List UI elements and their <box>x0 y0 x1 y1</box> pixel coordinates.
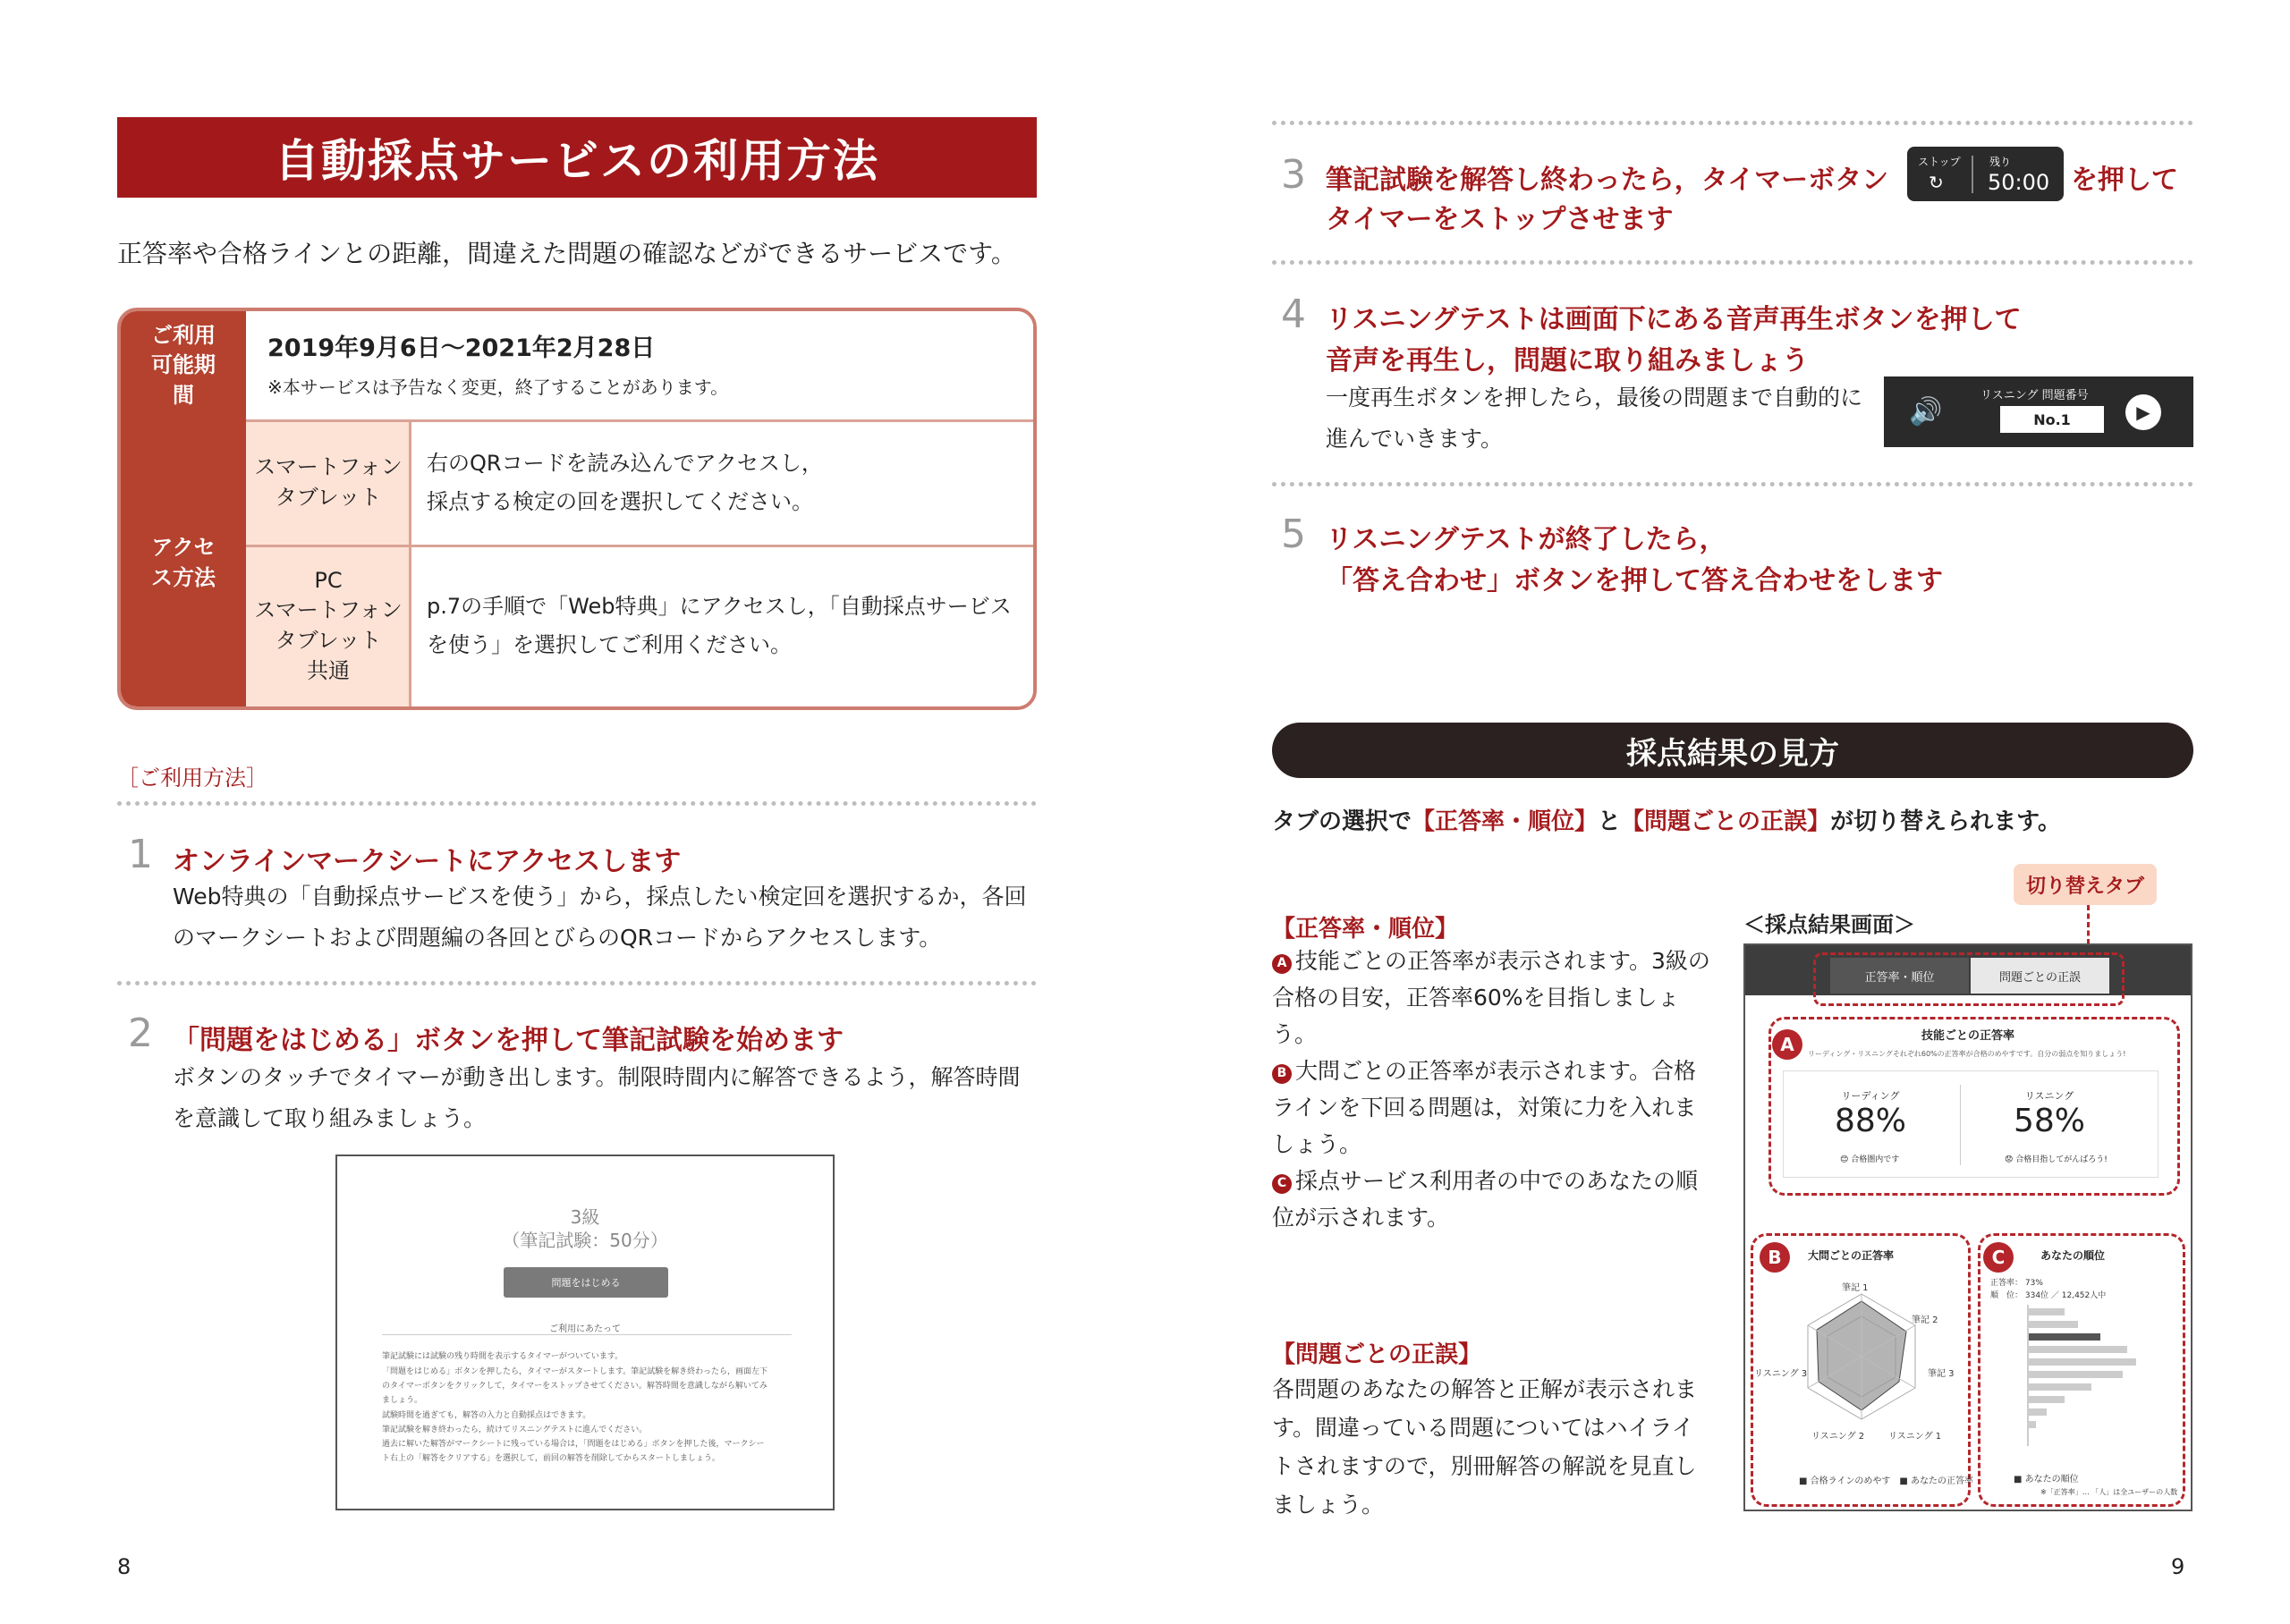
period-value <box>246 311 1037 420</box>
step-2-title: 「問題をはじめる」ボタンを押して筆記試験を始めます <box>173 1025 844 1056</box>
radar-label: リスニング 3 <box>1754 1369 1808 1379</box>
service-info-table <box>117 308 1037 710</box>
mark-b-icon: B <box>1272 1064 1292 1084</box>
page-number-left: 8 <box>117 1554 131 1579</box>
mark-c-icon: C <box>1983 1242 2014 1273</box>
smile-icon: 😊 <box>1840 1155 1849 1164</box>
result-caption: ＜採点結果画面＞ <box>1743 912 1915 937</box>
notice-line: のタイマーボタンをクリックして，タイマーをストップさせてください。解答時間を意識しながら解いてみ <box>382 1382 768 1391</box>
access-label: アクセス方法 <box>121 420 246 706</box>
step-5-number: 5 <box>1281 512 1306 557</box>
reading-value: 88% <box>1834 1103 1906 1139</box>
listening-player <box>1884 376 2193 447</box>
rank-histogram <box>2001 1303 2162 1455</box>
intro-text: 正答率や合格ラインとの距離，間違えた問題の確認などができるサービスです。 <box>117 239 1016 268</box>
period-date: 2019年9月6日〜2021年2月28日 <box>267 334 656 363</box>
notice-line: ましょう。 <box>382 1396 423 1405</box>
period-label: ご利用可能期間 <box>121 311 246 420</box>
timer-button[interactable] <box>1907 147 2064 201</box>
usage-label: ［ご利用方法］ <box>117 765 267 791</box>
step-3-title-1: 筆記試験を解答し終わったら，タイマーボタン <box>1326 165 1889 196</box>
step-2-number: 2 <box>128 1011 153 1056</box>
device-common: PC スマートフォン タブレット 共通 <box>246 546 411 706</box>
per-question-heading: 【問題ごとの正誤】 <box>1272 1341 1482 1368</box>
speaker-icon: 🔊 <box>1909 396 1943 427</box>
tab-per-question[interactable]: 問題ごとの正誤 <box>1971 958 2109 994</box>
timer-stop-label: ストップ <box>1918 156 1961 168</box>
radar-label: 筆記 3 <box>1928 1369 1955 1379</box>
step-1-number: 1 <box>128 832 153 877</box>
step-4-title-1: リスニングテストは画面下にある音声再生ボタンを押して <box>1326 304 2022 335</box>
accuracy-item-a: A 技能ごとの正答率が表示されます。3級の合格の目安，正答率60%を目指しましょう。 <box>1272 948 1710 1047</box>
radar-label: 筆記 1 <box>1842 1283 1869 1293</box>
mark-a-icon: A <box>1772 1029 1802 1060</box>
c-rate: 正答率： 73% <box>1990 1279 2043 1288</box>
a-note: リーディング・リスニングそれぞれ60%の正答率が合格のめやすです。自分の弱点を知りましょう! <box>1808 1050 2126 1058</box>
result-screen-mockup <box>1743 943 2192 1511</box>
sad-icon: 😟 <box>2005 1155 2014 1164</box>
listening-label: リスニング 問題番号 <box>1980 389 2089 402</box>
reading-comment: 😊 合格圏内です <box>1840 1155 1900 1164</box>
listening-value: 58% <box>2013 1103 2085 1139</box>
access-text-qr: 右のQRコードを読み込んでアクセスし， 採点する検定の回を選択してください。 <box>411 420 1037 546</box>
c-legend: ■ あなたの順位 <box>2014 1475 2079 1484</box>
period-note: ※本サービスは予告なく変更，終了することがあります。 <box>267 376 729 398</box>
start-button[interactable]: 問題をはじめる <box>504 1267 668 1298</box>
access-text-web: p.7の手順で「Web特典」にアクセスし，「自動採点サービスを使う」を選択してご利用ください。 <box>411 546 1037 706</box>
a-title: 技能ごとの正答率 <box>1921 1029 2014 1043</box>
step-4-number: 4 <box>1281 292 1306 337</box>
notice-line: ト右上の「解答をクリアする」を選択して，前回の解答を削除してからスタートしましょう。 <box>382 1454 720 1463</box>
tab-switch-badge: 切り替えタブ <box>2014 864 2157 905</box>
page-title: 自動採点サービスの利用方法 <box>117 117 1037 198</box>
notice-line: 「問題をはじめる」ボタンを押したら，タイマーがスタートします。筆記試験を解き終わったら，画面左下 <box>382 1367 768 1376</box>
accuracy-item-c: C 採点サービス利用者の中でのあなたの順位が示されます。 <box>1272 1168 1699 1231</box>
c-rank: 順 位： 334位 ／ 12,452人中 <box>1990 1291 2107 1300</box>
radar-label: リスニング 2 <box>1811 1432 1865 1442</box>
per-question-body: 各問題のあなたの解答と正解が表示されます。間違っている問題についてはハイライトされますので，別冊解答の解説を見直しましょう。 <box>1272 1376 1698 1518</box>
step-5-title-2: 「答え合わせ」ボタンを押して答え合わせをします <box>1326 565 1943 596</box>
mark-a-icon: A <box>1272 954 1292 974</box>
accuracy-heading: 【正答率・順位】 <box>1272 916 1459 943</box>
c-footnote: ※「正答率」… 「人」は全ユーザーの人数 <box>2040 1488 2178 1496</box>
timer-remain-label: 残り <box>1989 156 2012 168</box>
c-title: あなたの順位 <box>2040 1249 2106 1262</box>
timer-time: 50:00 <box>1988 170 2050 195</box>
device-smartphone: スマートフォン タブレット <box>246 420 411 546</box>
section-intro: タブの選択で【正答率・順位】と【問題ごとの正誤】が切り替えられます。 <box>1272 808 2061 835</box>
step-3-number: 3 <box>1281 152 1306 198</box>
step-3-title-2: タイマーをストップさせます <box>1326 204 1674 235</box>
play-icon[interactable]: ▶ <box>2125 394 2161 430</box>
radar-label: 筆記 2 <box>1912 1315 1938 1325</box>
section-title: 採点結果の見方 <box>1272 723 2193 778</box>
notice-line: 筆記試験には試験の残り時間を表示するタイマーがついています。 <box>382 1352 623 1361</box>
start-screen-screenshot <box>335 1155 835 1510</box>
step-1-title: オンラインマークシートにアクセスします <box>173 846 682 877</box>
page-number-right: 9 <box>2171 1554 2185 1579</box>
b-title: 大問ごとの正答率 <box>1808 1249 1895 1262</box>
notice-line: 筆記試験を解き終わったら，続けてリスニングテストに進んでください。 <box>382 1425 648 1434</box>
step-3-title-1b: を押して <box>2071 165 2178 196</box>
question-number: No.1 <box>2000 406 2104 433</box>
reading-label: リーディング <box>1841 1090 1900 1102</box>
step-2-body: ボタンのタッチでタイマーが動き出します。制限時間内に解答できるよう，解答時間を意識して取り組みましょう。 <box>173 1064 1021 1131</box>
step-1-body: Web特典の「自動採点サービスを使う」から，採点したい検定回を選択するか，各回のマークシートおよび問題編の各回とびらのQRコードからアクセスします。 <box>173 884 1027 951</box>
step-5-title-1: リスニングテストが終了したら， <box>1326 524 1726 555</box>
step-4-body: 一度再生ボタンを押したら，最後の問題まで自動的に 進んでいきます。 <box>1326 385 1863 452</box>
screenshot-grade: 3級 <box>570 1206 600 1228</box>
notice-line: 試験時間を過ぎても，解答の入力と自動採点はできます。 <box>382 1411 591 1420</box>
listening-comment: 😟 合格目指してがんばろう! <box>2005 1155 2108 1164</box>
listening-label: リスニング <box>2024 1090 2074 1102</box>
accuracy-item-b: B 大問ごとの正答率が表示されます。合格ラインを下回る問題は，対策に力を入れましょう。 <box>1272 1058 1697 1157</box>
notice-line: 過去に解いた解答がマークシートに残っている場合は，「問題をはじめる」ボタンを押した後，マークシー <box>382 1440 765 1449</box>
mark-c-icon: C <box>1272 1174 1292 1194</box>
timer-stop-icon: ↻ <box>1929 172 1944 193</box>
accuracy-list <box>1272 943 1710 1236</box>
screenshot-subtitle: （筆記試験：50分） <box>502 1230 668 1251</box>
step-4-title-2: 音声を再生し，問題に取り組みましょう <box>1326 345 1809 376</box>
radar-label: リスニング 1 <box>1888 1432 1942 1442</box>
tab-accuracy[interactable]: 正答率・順位 <box>1830 958 1969 994</box>
mark-b-icon: B <box>1760 1242 1790 1273</box>
notice-title: ご利用にあたって <box>549 1324 621 1334</box>
b-legend: ■ 合格ラインのめやす ■ あなたの正答率 <box>1799 1476 1973 1486</box>
radar-chart <box>1781 1276 1942 1437</box>
